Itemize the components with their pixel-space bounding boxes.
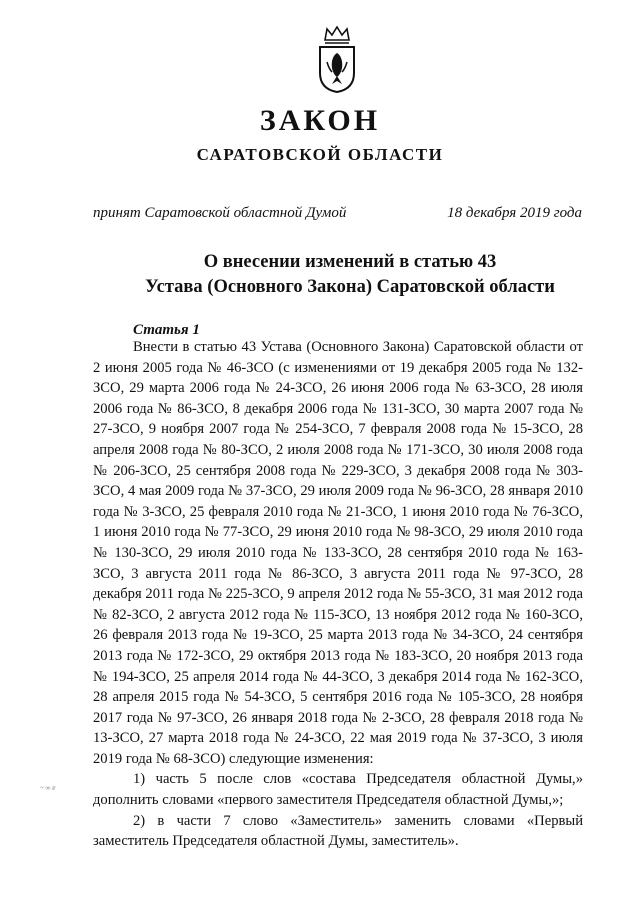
article-intro: Внести в статью 43 Устава (Основного Закона) Саратовской области от 2 июня 2005 года № 46-ЗСО (с изменениями от 19 декабря 2005 года № 132-ЗСО, 29 марта 2006 года № 24-ЗСО, 26 июня 2006 года № 63-ЗСО, 28 июля 2006 года № 86-ЗСО, 8 декабря 2006 года № 131-ЗСО, 30 марта 2007 года № 27-ЗСО, 9 ноября 2007 года № 254-ЗСО, 7 февраля 2008 года № 15-ЗСО, 28 апреля 2008 года № 80-ЗСО, 2 июля 2008 года № 171-ЗСО, 30 июля 2008 года № 206-ЗСО, 25 сентября 2008 года № 229-ЗСО, 3 декабря 2008 года № 303-ЗСО, 4 мая 2009 года № 37-ЗСО, 29 июля 2009 года № 96-ЗСО, 28 января 2010 года № 3-ЗСО, 25 февраля 2010 года № 21-ЗСО, 1 июня 2010 года № 76-ЗСО, 1 июня 2010 года № 77-ЗСО, 29 июня 2010 года № 98-ЗСО, 29 июля 2010 года № 130-ЗСО, 29 июля 2010 года № 133-ЗСО, 28 сентября 2010 года № 163-ЗСО, 3 августа 2011 года № 86-ЗСО, 3 августа 2011 года № 97-ЗСО, 28 декабря 2011 года № 225-ЗСО, 9 апреля 2012 года № 55-ЗСО, 31 мая 2012 года № 82-ЗСО, 2 августа 2012 года № 115-ЗСО, 13 ноября 2012 года № 160-ЗСО, 26 февраля 2013 года № 19-ЗСО, 25 марта 2013 года № 34-ЗСО, 24 сентября 2013 года № 172-ЗСО, 29 октября 2013 года № 183-ЗСО, 20 ноября 2013 года № 194-ЗСО, 25 апреля 2014 года № 44-ЗСО, 3 декабря 2014 года № 162-ЗСО, 28 апреля 2015 года № 54-ЗСО, 5 сентября 2016 года № 105-ЗСО, 28 ноября 2017 года № 97-ЗСО, 26 января 2018 года № 2-ЗСО, 28 февраля 2018 года № 13-ЗСО, 27 марта 2018 года № 24-ЗСО, 22 мая 2019 года № 37-ЗСО, 3 июля 2019 года № 68-ЗСО) следующие изменения: <box>93 339 583 767</box>
article-item-1: 1) часть 5 после слов «состава Председателя областной Думы,» дополнить словами «первого заместителя Председателя областной Думы,»; <box>93 771 583 809</box>
document-heading-line-1: О внесении изменений в статью 43 <box>203 252 497 272</box>
saratov-coat-of-arms-icon <box>316 26 358 94</box>
article-item-2: 2) в части 7 слово «Заместитель» заменить словами «Первый заместитель Председателя областной Думы, заместитель». <box>93 812 583 850</box>
document-heading-line-2: Устава (Основного Закона) Саратовской области <box>145 277 555 297</box>
document-heading <box>60 250 640 300</box>
adopted-by: принят Саратовской областной Думой <box>93 205 347 221</box>
article-title: Статья 1 <box>133 322 200 338</box>
adopted-date: 18 декабря 2019 года <box>447 205 582 221</box>
margin-scan-mark: ~ ∞ ɐ <box>40 784 56 792</box>
law-subtitle: САРАТОВСКОЙ ОБЛАСТИ <box>196 145 444 164</box>
law-title: ЗАКОН <box>259 104 381 137</box>
article-body <box>93 337 583 852</box>
